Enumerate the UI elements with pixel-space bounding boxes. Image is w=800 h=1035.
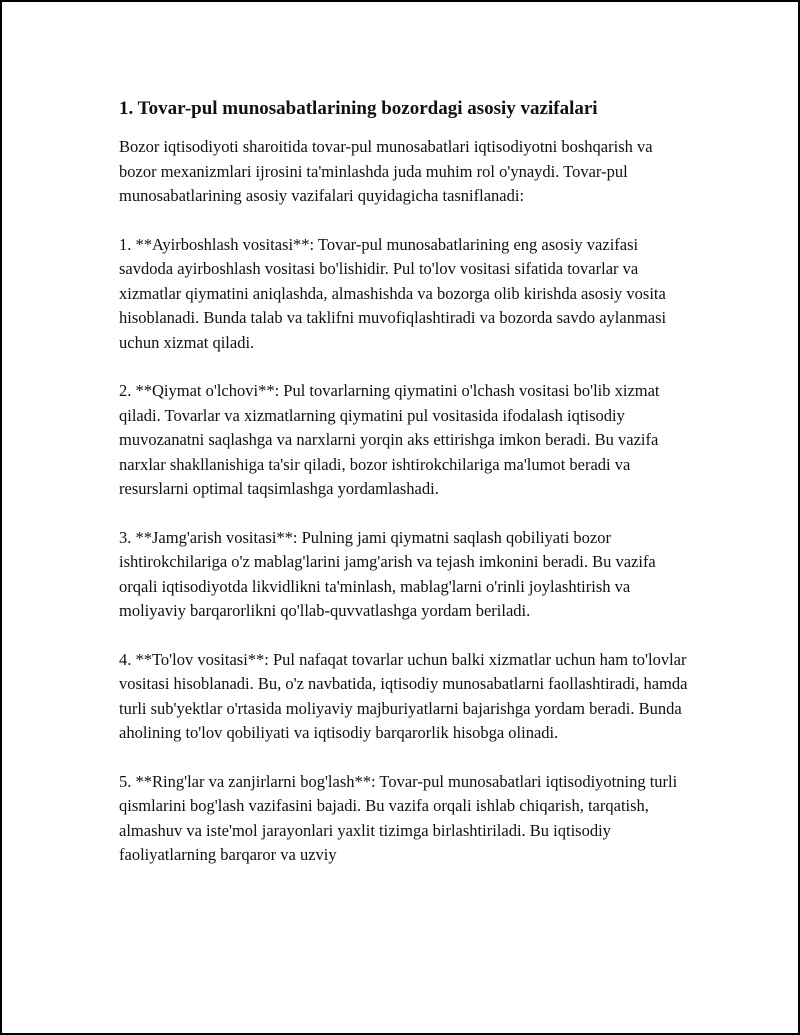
paragraph-linking-chains: 5. **Ring'lar va zanjirlarni bog'lash**: Tovar-pul munosabatlari iqtisodiyotning turli qismlarini bog'lash vazifasini bajadi. Bu vazifa orqali ishlab chiqarish, tarqatish, almashuv va iste'mol jarayonlari yaxlit tizimga birlashtiriladi. Bu iqtisodiy faoliyatlarning barqaror va uzviy [119,771,678,864]
section-heading: 1. Tovar-pul munosabatlarining bozordagi asosiy vazifalari [119,98,598,119]
paragraph-payment-medium: 4. **To'lov vositasi**: Pul nafaqat tovarlar uchun balki xizmatlar uchun ham to'lovlar vositasi hisoblanadi. Bu, o'z navbatida, iqtisodiy munosabatlarni faollashtiradi, hamda turli sub'yektlar o'rtasida moliyaviy majburiyatlarni bajarishga yordam beradi. Bunda aholining to'lov qobiliyati va iqtisodiy barqarorlik hisobga olinadi. [119,649,688,742]
document-body [119,96,689,892]
paragraph-value-measure: 2. **Qiymat o'lchovi**: Pul tovarlarning qiymatini o'lchash vositasi bo'lib xizmat qiladi. Tovarlar va xizmatlarning qiymatini pul vositasida ifodalash iqtisodiy muvozanatni saqlashga va narxlarni yorqin aks ettirishga imkon beradi. Bu vazifa narxlar shakllanishiga ta'sir qiladi, bozor ishtirokchilariga ma'lumot beradi va resurslarni optimal taqsimlashga yordamlashadi. [119,381,660,498]
intro-paragraph: Bozor iqtisodiyoti sharoitida tovar-pul munosabatlari iqtisodiyotni boshqarish va bozor mexanizmlari ijrosini ta'minlashda juda muhim rol o'ynaydi. Tovar-pul munosabatlarining asosiy vazifalari quyidagicha tasniflanadi: [119,137,653,205]
paragraph-exchange-medium: 1. **Ayirboshlash vositasi**: Tovar-pul munosabatlarining eng asosiy vazifasi savdoda ayirboshlash vositasi bo'lishidir. Pul to'lov vositasi sifatida tovarlar va xizmatlar qiymatini aniqlashda, almashishda va bozorga olib kirishda asosiy vosita hisoblanadi. Bunda talab va taklifni muvofiqlashtiradi va bozorda savdo aylanmasi uchun xizmat qiladi. [119,234,667,352]
paragraph-savings-medium: 3. **Jamg'arish vositasi**: Pulning jami qiymatni saqlash qobiliyati bozor ishtirokchilariga o'z mablag'larini jamg'arish va tejash imkonini beradi. Bu vazifa orqali iqtisodiyotda likvidlikni ta'minlash, mablag'larni o'rinli joylashtirish va moliyaviy barqarorlikni qo'llab-quvvatlashga yordam beriladi. [119,527,656,620]
